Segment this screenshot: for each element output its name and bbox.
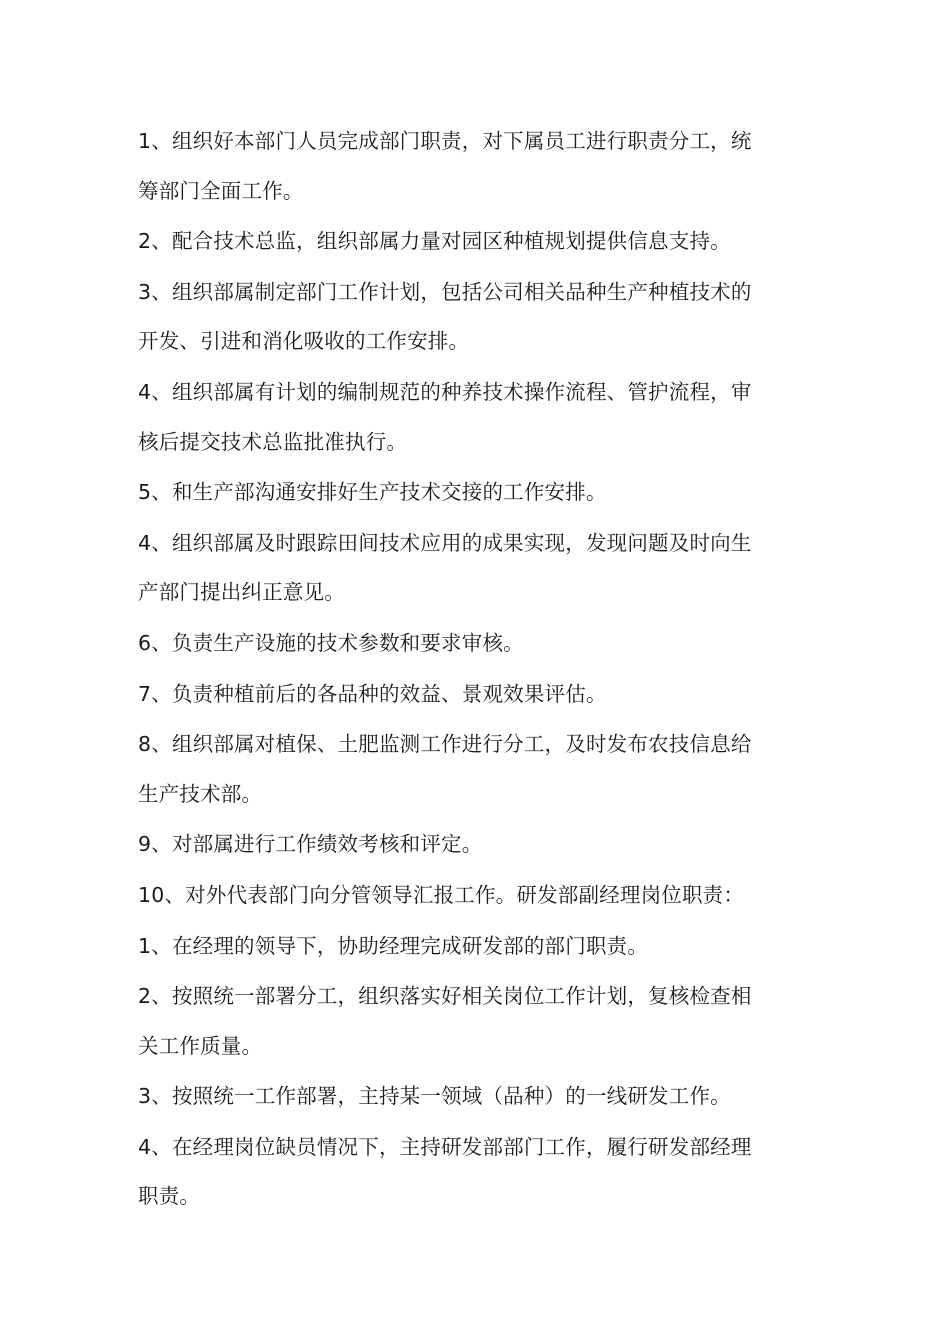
paragraph-line: 1、组织好本部门人员完成部门职责，对下属员工进行职责分工，统 bbox=[138, 129, 752, 153]
paragraph-line: 8、组织部属对植保、土肥监测工作进行分工，及时发布农技信息给 bbox=[138, 732, 752, 757]
paragraph-line: 7、负责种植前后的各品种的效益、景观效果评估。 bbox=[138, 681, 607, 706]
paragraph-line: 3、按照统一工作部署，主持某一领域（品种）的一线研发工作。 bbox=[138, 1084, 731, 1109]
paragraph-13 bbox=[138, 972, 810, 1071]
paragraph-8 bbox=[138, 670, 810, 720]
paragraph-12 bbox=[138, 922, 810, 972]
paragraph-line: 6、负责生产设施的技术参数和要求审核。 bbox=[138, 630, 524, 655]
paragraph-9 bbox=[138, 720, 810, 819]
paragraph-3 bbox=[138, 268, 810, 367]
paragraph-line: 核后提交技术总监批准执行。 bbox=[138, 429, 408, 454]
paragraph-line: 1、在经理的领导下，协助经理完成研发部的部门职责。 bbox=[138, 933, 649, 958]
paragraph-11 bbox=[138, 871, 810, 921]
paragraph-6 bbox=[138, 519, 810, 618]
paragraph-line: 生产技术部。 bbox=[138, 781, 263, 806]
paragraph-2 bbox=[138, 217, 810, 267]
paragraph-5 bbox=[138, 468, 810, 518]
paragraph-line: 产部门提出纠正意见。 bbox=[138, 580, 345, 605]
paragraph-line: 10、对外代表部门向分管领导汇报工作。研发部副经理岗位职责： bbox=[138, 882, 745, 907]
paragraph-line: 开发、引进和消化吸收的工作安排。 bbox=[138, 329, 470, 354]
paragraph-line: 4、组织部属及时跟踪田间技术应用的成果实现，发现问题及时向生 bbox=[138, 530, 752, 555]
paragraph-line: 职责。 bbox=[138, 1184, 201, 1209]
paragraph-10 bbox=[138, 820, 810, 870]
paragraph-line: 2、配合技术总监，组织部属力量对园区种植规划提供信息支持。 bbox=[138, 229, 731, 254]
paragraph-line: 2、按照统一部署分工，组织落实好相关岗位工作计划，复核检查相 bbox=[138, 984, 752, 1009]
paragraph-line: 4、在经理岗位缺员情况下，主持研发部部门工作，履行研发部经理 bbox=[138, 1134, 752, 1159]
paragraph-7 bbox=[138, 619, 810, 669]
paragraph-15 bbox=[138, 1123, 810, 1222]
paragraph-line: 关工作质量。 bbox=[138, 1033, 263, 1058]
paragraph-line: 4、组织部属有计划的编制规范的种养技术操作流程、管护流程，审 bbox=[138, 379, 752, 404]
document-body bbox=[138, 117, 810, 1223]
paragraph-1 bbox=[138, 117, 810, 216]
paragraph-line: 3、组织部属制定部门工作计划，包括公司相关品种生产种植技术的 bbox=[138, 279, 752, 304]
paragraph-line: 9、对部属进行工作绩效考核和评定。 bbox=[138, 832, 483, 857]
paragraph-4 bbox=[138, 368, 810, 467]
paragraph-line: 筹部门全面工作。 bbox=[138, 178, 304, 203]
paragraph-14 bbox=[138, 1072, 810, 1122]
paragraph-line: 5、和生产部沟通安排好生产技术交接的工作安排。 bbox=[138, 480, 607, 505]
